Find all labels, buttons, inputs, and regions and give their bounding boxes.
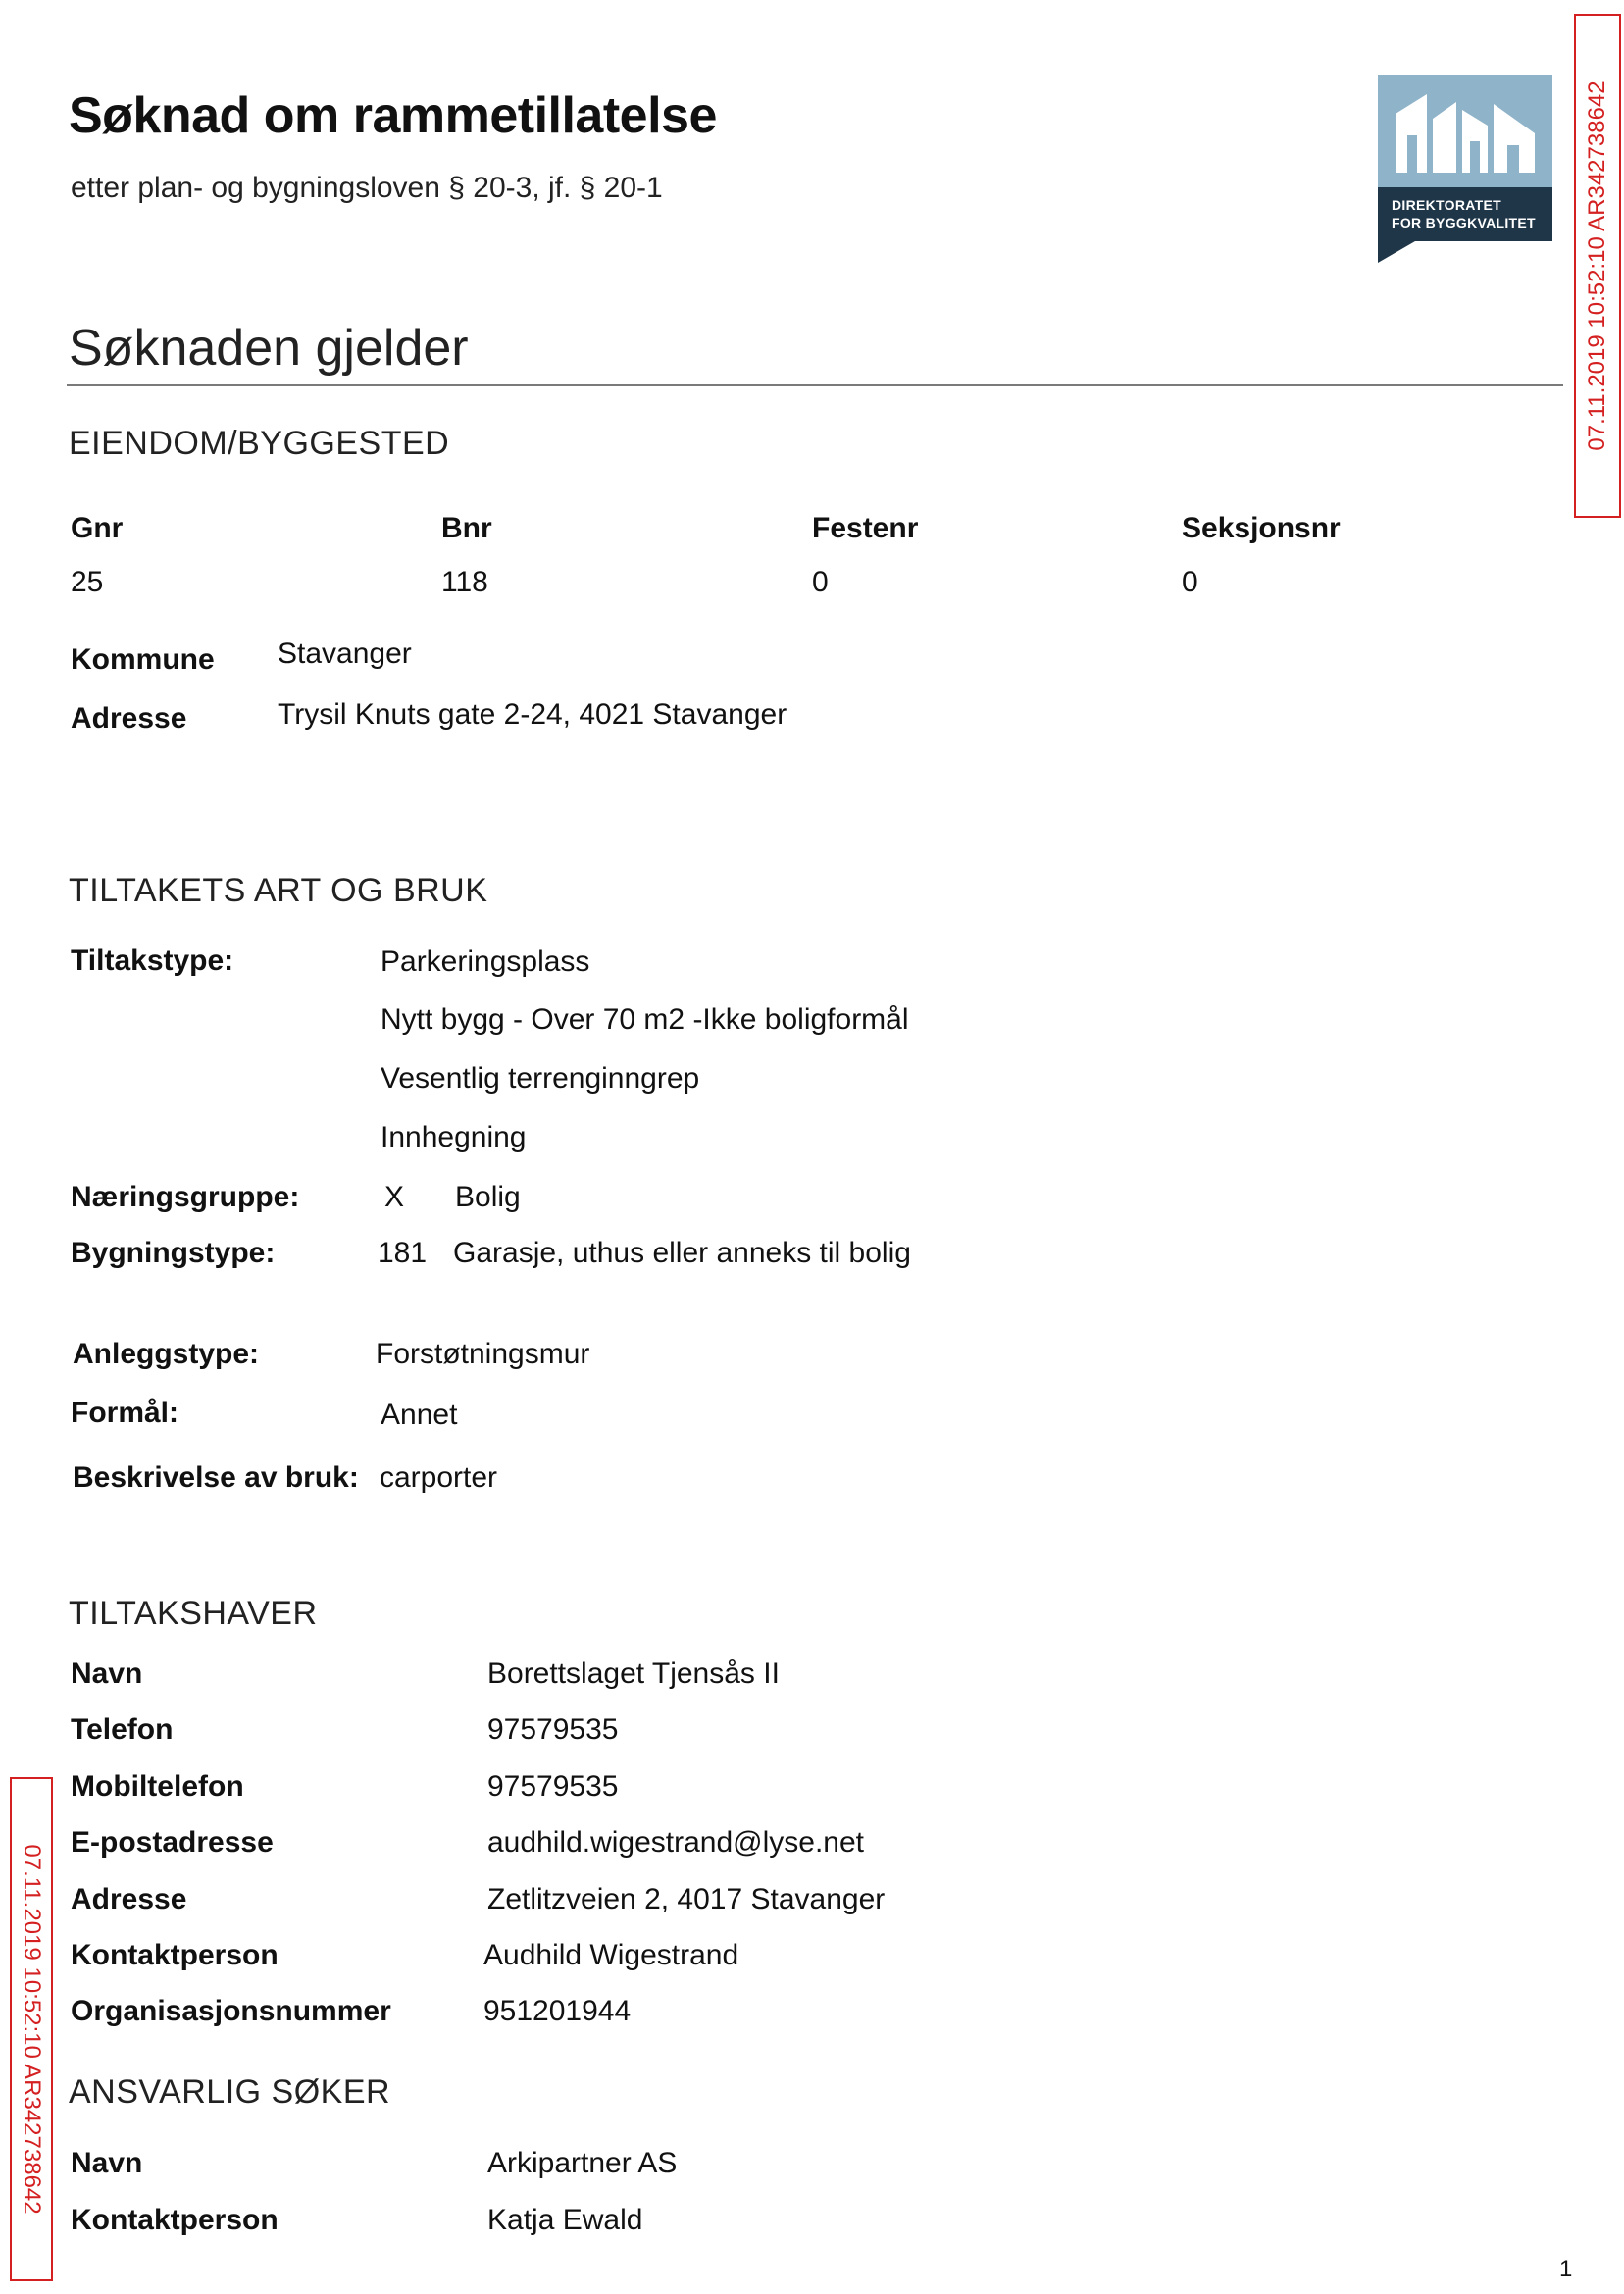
logo-text-line1: DIREKTORATET (1392, 197, 1501, 213)
tiltakstype-item: Nytt bygg - Over 70 m2 -Ikke boligformål (381, 1003, 909, 1036)
tiltakshaver-telefon-value: 97579535 (487, 1713, 619, 1746)
gnr-label: Gnr (71, 512, 124, 544)
festenr-value: 0 (812, 566, 829, 598)
bygningstype-label: Bygningstype: (71, 1237, 276, 1269)
section-title: Søknaden gjelder (69, 320, 469, 377)
beskrivelse-label: Beskrivelse av bruk: (73, 1461, 359, 1494)
building-logo-icon (1378, 75, 1552, 187)
tiltakstype-item: Parkeringsplass (381, 945, 590, 978)
stamp-text: 07.11.2019 10:52:10 AR342738642 (19, 1844, 45, 2215)
stamp-text: 07.11.2019 10:52:10 AR342738642 (1584, 80, 1610, 451)
page-number: 1 (1559, 2256, 1573, 2282)
tiltakstype-item: Innhegning (381, 1121, 527, 1153)
adresse-label: Adresse (71, 702, 187, 735)
naeringsgruppe-code: X (384, 1181, 405, 1213)
ansvarlig-kontakt-value: Katja Ewald (487, 2204, 643, 2236)
tiltakshaver-orgnr-value: 951201944 (483, 1995, 632, 2027)
formal-value: Annet (381, 1399, 458, 1431)
tiltakshaver-navn-label: Navn (71, 1657, 143, 1690)
logo-graphic (1378, 75, 1552, 187)
tiltakshaver-navn-value: Borettslaget Tjensås II (487, 1657, 780, 1690)
logo-tail (1378, 241, 1415, 263)
tiltakshaver-telefon-label: Telefon (71, 1713, 174, 1746)
received-stamp-right (1574, 14, 1621, 518)
naeringsgruppe-label: Næringsgruppe: (71, 1181, 300, 1213)
tiltakshaver-mobil-label: Mobiltelefon (71, 1770, 244, 1803)
anleggstype-label: Anleggstype: (73, 1338, 260, 1370)
tiltak-heading: TILTAKETS ART OG BRUK (69, 872, 488, 909)
ansvarlig-navn-value: Arkipartner AS (487, 2147, 678, 2179)
dibk-logo (1378, 75, 1552, 263)
received-stamp-left (10, 1777, 53, 2281)
section-divider (67, 384, 1563, 386)
festenr-label: Festenr (812, 512, 919, 544)
tiltakshaver-adresse-label: Adresse (71, 1883, 187, 1915)
logo-text-line2: FOR BYGGKVALITET (1392, 215, 1536, 230)
seksjonsnr-value: 0 (1182, 566, 1198, 598)
tiltakshaver-mobil-value: 97579535 (487, 1770, 619, 1803)
ansvarlig-navn-label: Navn (71, 2147, 143, 2179)
bnr-label: Bnr (441, 512, 492, 544)
tiltakshaver-orgnr-label: Organisasjonsnummer (71, 1995, 391, 2027)
seksjonsnr-label: Seksjonsnr (1182, 512, 1341, 544)
tiltakshaver-kontakt-value: Audhild Wigestrand (483, 1939, 739, 1971)
tiltakstype-label: Tiltakstype: (71, 944, 234, 977)
tiltakshaver-epost-label: E-postadresse (71, 1826, 274, 1859)
document-subtitle: etter plan- og bygningsloven § 20-3, jf. § 20-1 (71, 172, 663, 204)
document-title: Søknad om rammetillatelse (69, 87, 717, 144)
tiltakshaver-adresse-value: Zetlitzveien 2, 4017 Stavanger (487, 1883, 886, 1915)
bnr-value: 118 (441, 566, 488, 598)
adresse-value: Trysil Knuts gate 2-24, 4021 Stavanger (278, 698, 787, 731)
kommune-value: Stavanger (278, 637, 412, 670)
tiltakstype-item: Vesentlig terrenginngrep (381, 1062, 700, 1095)
bygningstype-code: 181 (378, 1237, 428, 1269)
naeringsgruppe-value: Bolig (455, 1181, 521, 1213)
logo-band (1378, 187, 1552, 241)
ansvarlig-kontakt-label: Kontaktperson (71, 2204, 279, 2236)
tiltakshaver-kontakt-label: Kontaktperson (71, 1939, 279, 1971)
tiltakshaver-heading: TILTAKSHAVER (69, 1595, 318, 1632)
gnr-value: 25 (71, 566, 104, 598)
eiendom-heading: EIENDOM/BYGGESTED (69, 425, 450, 462)
kommune-label: Kommune (71, 643, 215, 676)
anleggstype-value: Forstøtningsmur (376, 1338, 590, 1370)
tiltakshaver-epost-value: audhild.wigestrand@lyse.net (487, 1826, 865, 1859)
formal-label: Formål: (71, 1397, 179, 1429)
beskrivelse-value: carporter (380, 1461, 498, 1494)
ansvarlig-heading: ANSVARLIG SØKER (69, 2073, 391, 2111)
bygningstype-value: Garasje, uthus eller anneks til bolig (453, 1237, 911, 1269)
